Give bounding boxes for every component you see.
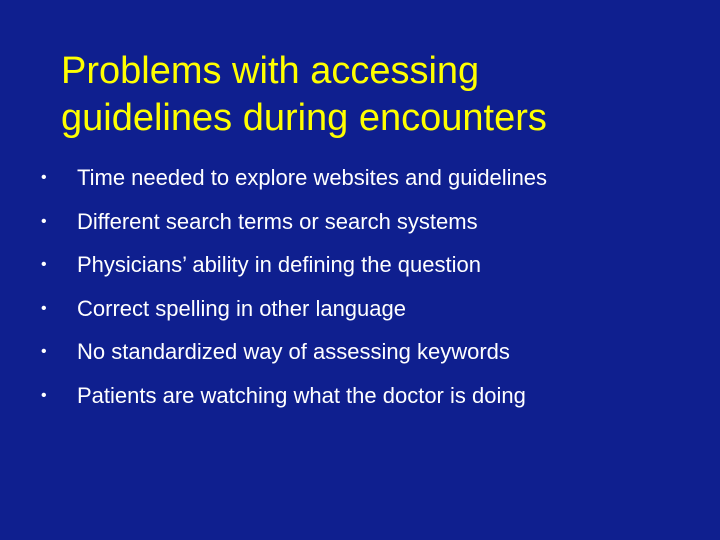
slide-title-line-2: guidelines during encounters xyxy=(61,97,547,139)
bullet-text: Time needed to explore websites and guidelines xyxy=(77,165,548,190)
bullet-dot-icon: • xyxy=(41,299,47,317)
bullet-dot-icon: • xyxy=(41,212,47,230)
slide-title xyxy=(61,48,701,142)
bullet-dot-icon: • xyxy=(41,169,47,186)
bullet-text: Physicians’ ability in defining the question xyxy=(77,252,481,277)
bullet-text: No standardized way of assessing keywords xyxy=(77,339,510,364)
slide-title-line-1: Problems with accessing xyxy=(61,50,480,92)
bullet-text: Different search terms or search systems xyxy=(77,208,478,234)
bullet-dot-icon: • xyxy=(41,386,47,404)
bullet-text: Correct spelling in other language xyxy=(77,295,406,321)
bullet-text: Patients are watching what the doctor is doing xyxy=(77,382,526,408)
bullet-dot-icon: • xyxy=(41,256,47,273)
bullet-dot-icon: • xyxy=(41,343,47,360)
